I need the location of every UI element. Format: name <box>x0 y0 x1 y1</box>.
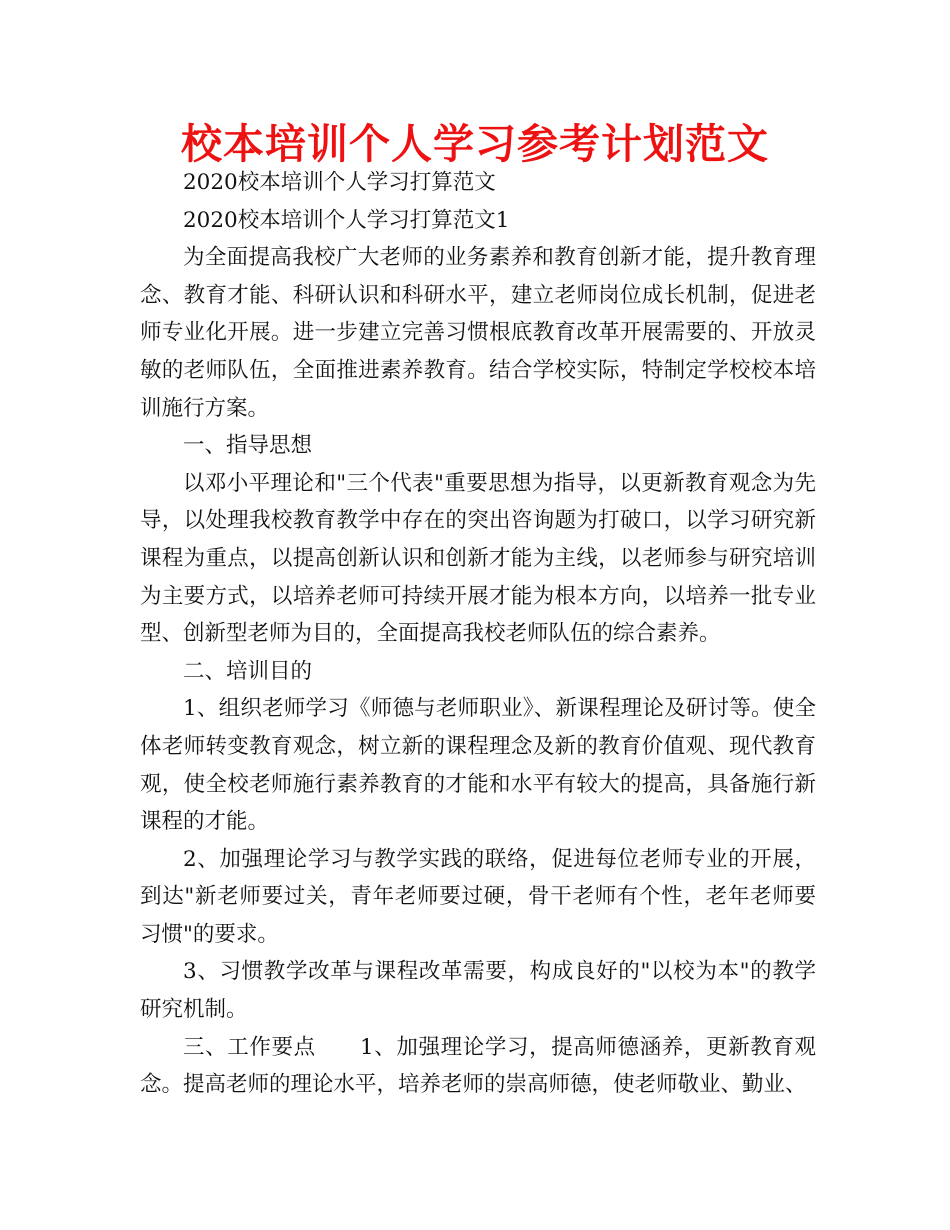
paragraph-subtitle: 2020校本培训个人学习打算范文 <box>183 170 496 195</box>
document-title: 校本培训个人学习参考计划范文 <box>181 120 769 168</box>
paragraph-guiding-ideology: 以邓小平理论和"三个代表"重要思想为指导，以更新教育观念为先导，以处理我校教育教学中存在的突出咨询题为打破口，以学习研究新课程为重点，以提高创新认识和创新才能为主线，以老师参与研究培训为主要方式，以培养老师可持续开展才能为根本方向，以培养一批专业型、创新型老师为目的，全面提高我校老师队伍的综合素养。 <box>140 470 816 647</box>
section-heading-guiding-ideology: 一、指导思想 <box>183 433 313 459</box>
paragraph-work-points: 三、工作要点 1、加强理论学习，提高师德涵养，更新教育观念。提高老师的理论水平，培养老师的崇高师德，使老师敬业、勤业、 <box>140 1034 816 1098</box>
paragraph-goal-1: 1、组织老师学习《师德与老师职业》、新课程理论及研讨等。使全体老师转变教育观念，树立新的课程理念及新的教育价值观、现代教育观，使全校老师施行素养教育的才能和水平有较大的提高，具备施行新课程的才能。 <box>140 696 816 835</box>
paragraph-goal-2: 2、加强理论学习与教学实践的联络，促进每位老师专业的开展，到达"新老师要过关，青年老师要过硬，骨干老师有个性，老年老师要习惯"的要求。 <box>140 846 816 947</box>
paragraph-intro: 为全面提高我校广大老师的业务素养和教育创新才能，提升教育理念、教育才能、科研认识和科研水平，建立老师岗位成长机制，促进老师专业化开展。进一步建立完善习惯根底教育改革开展需要的、开放灵敏的老师队伍，全面推进素养教育。结合学校实际，特制定学校校本培训施行方案。 <box>140 245 816 421</box>
paragraph-subtitle-1: 2020校本培训个人学习打算范文1 <box>183 207 510 233</box>
paragraph-goal-3: 3、习惯教学改革与课程改革需要，构成良好的"以校为本"的教学研究机制。 <box>140 959 816 1023</box>
section-heading-training-goals: 二、培训目的 <box>183 658 313 684</box>
document-body <box>140 164 816 1104</box>
